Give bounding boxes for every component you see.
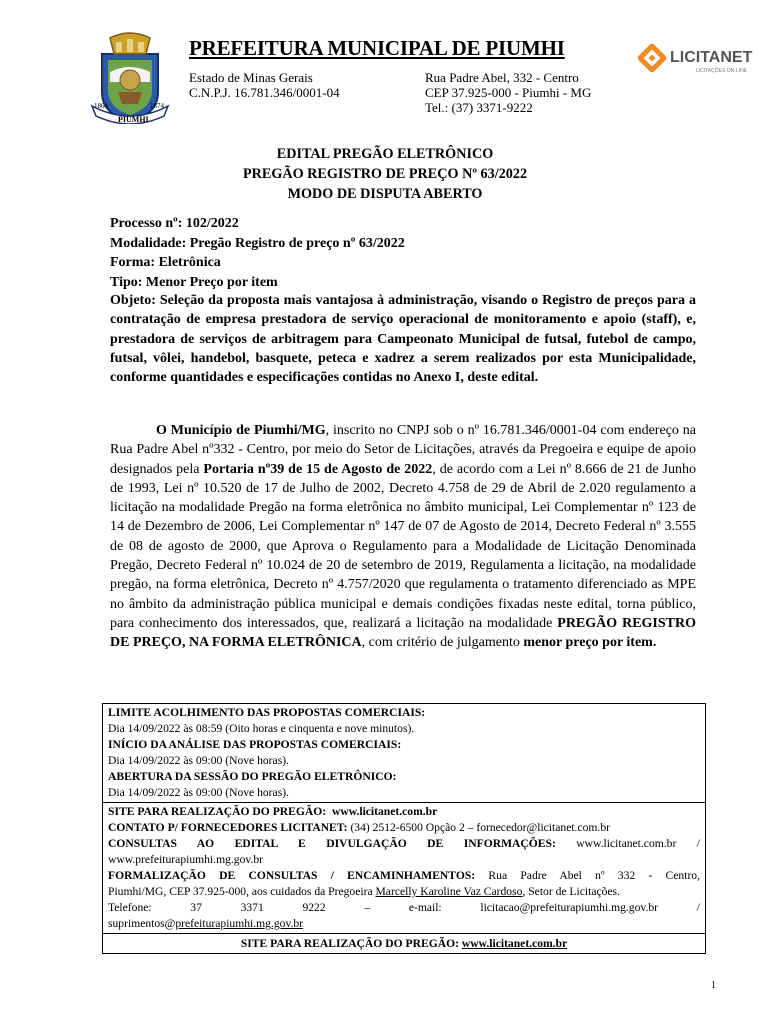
header-address: Rua Padre Abel, 332 - Centro xyxy=(425,70,579,85)
intro-paragraph xyxy=(110,421,696,653)
contacts-box xyxy=(103,803,705,934)
crest-year-left: 1864 xyxy=(94,102,108,110)
crest-year-right: 1874 xyxy=(150,102,164,110)
title-line-3: MODO DE DISPUTA ABERTO xyxy=(287,186,483,202)
consultas-label: CONSULTAS AO EDITAL E DIVULGAÇÃO DE INFORMAÇÕES: xyxy=(108,837,556,850)
header-phone: Tel.: (37) 3371-9222 xyxy=(425,100,533,115)
formalizacao-line xyxy=(108,868,700,884)
header-state: Estado de Minas Gerais xyxy=(189,70,313,85)
header-left-info xyxy=(189,70,340,100)
para-municipio: O Município de Piumhi/MG xyxy=(156,423,326,438)
page-title: PREFEITURA MUNICIPAL DE PIUMHI xyxy=(189,36,565,60)
page-number: 1 xyxy=(711,980,716,991)
contato-line xyxy=(108,820,700,836)
formalizacao-line-2 xyxy=(108,884,700,900)
footer-site-link[interactable]: www.licitanet.com.br xyxy=(461,937,568,950)
inicio-label: INÍCIO DA ANÁLISE DAS PROPOSTAS COMERCIAIS: xyxy=(108,738,402,751)
meta-modalidade: Modalidade: Pregão Registro de preço nº 63/2022 xyxy=(110,235,405,251)
tel-part-2: 3371 xyxy=(240,901,264,914)
formalizacao-label: FORMALIZAÇÃO DE CONSULTAS / ENCAMINHAMENTOS: xyxy=(108,869,476,882)
process-meta xyxy=(110,214,696,292)
para-criterio: menor preço por item. xyxy=(523,635,657,651)
tel-part-3: 9222 xyxy=(302,901,326,914)
meta-objeto: Objeto: Seleção da proposta mais vantajosa à administração, visando o Registro de preços para a contratação de empresa prestadora de serviço operacional de monitoramento e apoio (staff), e, prestadora de serviços de arbitragem para Campeonato Municipal de futsal, futebol de campo, futsal, vôlei, handebol, basquete, peteca e xadrez a serem realizados por esta Municipalidade, conforme quantidades e especificações contidas no Anexo I, deste edital. xyxy=(110,293,696,386)
site-footer-box xyxy=(103,934,705,953)
contato-value[interactable]: (34) 2512-6500 Opção 2 – fornecedor@licitanet.com.br xyxy=(350,821,610,834)
header-cnpj: C.N.P.J. 16.781.346/0001-04 xyxy=(189,85,340,100)
header-cep: CEP 37.925-000 - Piumhi - MG xyxy=(425,85,592,100)
consultas-link-2[interactable]: www.prefeiturapiumhi.mg.gov.br xyxy=(108,853,263,866)
licitanet-logo xyxy=(636,42,760,76)
pregoeira-name: Marcelly Karoline Vaz Cardoso xyxy=(375,885,523,898)
header-right-info xyxy=(425,70,591,115)
para-text-3: , com critério de julgamento xyxy=(361,635,524,651)
meta-processo: Processo nº: 102/2022 xyxy=(110,216,239,231)
email-link[interactable]: licitacao@prefeiturapiumhi.mg.gov.br xyxy=(480,901,658,914)
tel-part-0: Telefone: xyxy=(108,901,152,914)
contato-label: CONTATO P/ FORNECEDORES LICITANET: xyxy=(108,821,348,834)
dates-box xyxy=(103,704,705,803)
crest-name: PIUMHI xyxy=(118,115,149,124)
info-boxes xyxy=(102,703,706,954)
email2-b: prefeiturapiumhi.mg.gov.br xyxy=(175,917,304,930)
title-line-1: EDITAL PREGÃO ELETRÔNICO xyxy=(276,146,494,162)
site-link[interactable]: www.licitanet.com.br xyxy=(331,805,438,818)
consultas-line xyxy=(108,836,700,852)
site-line xyxy=(108,804,700,820)
email2-line[interactable] xyxy=(108,916,700,932)
licitanet-logo-sub: LICITAÇÕES ON-LINE xyxy=(696,68,748,74)
abertura-value: Dia 14/09/2022 às 09:00 (Nove horas). xyxy=(108,786,289,799)
municipal-crest-logo xyxy=(88,32,172,124)
tel-part-4: – xyxy=(364,901,371,914)
para-portaria: Portaria nº39 de 15 de Agosto de 2022 xyxy=(203,461,433,477)
para-text-2: , de acordo com a Lei nº 8.666 de 21 de Junho de 1993, Lei nº 10.520 de 17 de Julho de 2002, Decreto 4.758 de 29 de Abril de 2.020 regulamento a licitação na modalidade Pregão na forma eletrônica no âmbito municipal, Lei Complementar nº 123 de 14 de Dezembro de 2006, Lei Complementar nº 147 de 07 de Agosto de 2014, Decreto Federal nº 3.555 de 08 de agosto de 2000, que Aprova o Regulamento para a Modalidade de Licitação Denominada Pregão, Decreto Federal nº 10.024 de 20 de setembro de 2019, Regulamenta a licitação, na modalidade pregão, na forma eletrônica, Decreto nº 4.757/2020 que regulamenta o tratamento diferenciado as MPE no âmbito da administração pública municipal e demais condições fixadas neste edital, torna público, para conhecimento dos interessados, que, realizará a licitação na modalidade xyxy=(110,461,696,631)
site-label: SITE PARA REALIZAÇÃO DO PREGÃO: xyxy=(108,805,327,818)
meta-tipo: Tipo: Menor Preço por item xyxy=(110,274,278,290)
formalizacao-value-1: Rua Padre Abel nº 332 - Centro, xyxy=(488,869,701,882)
tel-part-7: / xyxy=(696,901,700,914)
telefone-line xyxy=(108,900,700,916)
edital-titles xyxy=(0,144,770,204)
tel-part-1: 37 xyxy=(190,901,202,914)
email2-a: suprimentos@ xyxy=(108,917,176,930)
title-line-2: PREGÃO REGISTRO DE PREÇO Nº 63/2022 xyxy=(242,166,528,182)
meta-forma: Forma: Eletrônica xyxy=(110,255,221,270)
abertura-label: ABERTURA DA SESSÃO DO PREGÃO ELETRÔNICO: xyxy=(108,770,397,783)
formalizacao-value-2c: , Setor de Licitações. xyxy=(522,885,620,898)
limite-value: Dia 14/09/2022 às 08:59 (Oito horas e cinquenta e nove minutos). xyxy=(108,722,415,735)
para-text-1: , inscrito no CNPJ sob o nº 16.781.346/0001-04 com endereço na Rua Padre Abel nº332 - Centro, por meio do Setor de Licitações, através da Pregoeira e equipe de apoio designados pela xyxy=(110,423,697,477)
licitanet-logo-name: LICITANET xyxy=(670,49,753,66)
limite-label: LIMITE ACOLHIMENTO DAS PROPOSTAS COMERCIAIS: xyxy=(108,706,426,719)
consultas-link[interactable]: www.licitanet.com.br / xyxy=(576,837,700,850)
inicio-value: Dia 14/09/2022 às 09:00 (Nove horas). xyxy=(108,754,289,767)
footer-site-label: SITE PARA REALIZAÇÃO DO PREGÃO: xyxy=(240,937,459,950)
formalizacao-value-2a: Piumhi/MG, CEP 37.925-000, aos cuidados da Pregoeira xyxy=(108,885,376,898)
tel-part-5: e-mail: xyxy=(408,901,442,914)
para-modalidade: PREGÃO REGISTRO DE PREÇO, NA FORMA ELETRÔNICA xyxy=(110,615,696,651)
